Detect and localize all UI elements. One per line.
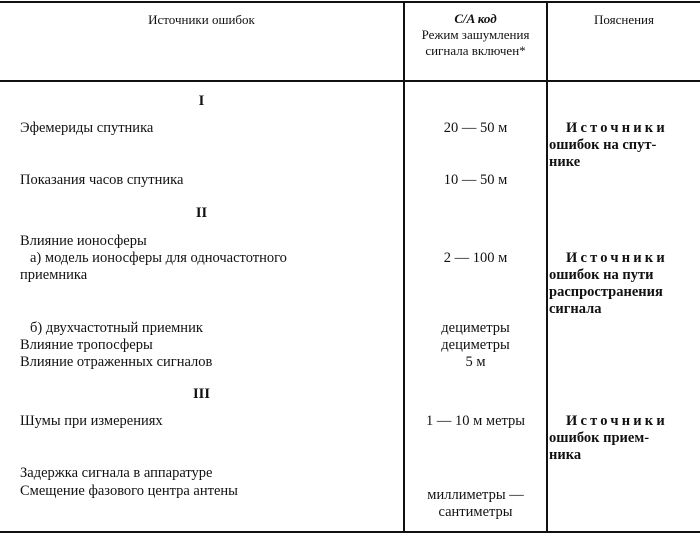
row-label-iono-model-1: а) модель ионосферы для одночастотного	[30, 250, 287, 266]
header-error-sources: Источники ошибок	[148, 12, 255, 27]
note-1-line3: нике	[549, 154, 581, 170]
note-2-line3: распространения	[549, 284, 663, 300]
row-label-clock: Показания часов спутника	[20, 172, 184, 188]
header-signal-on: сигнала включен*	[425, 43, 526, 58]
section-label-3: III	[193, 386, 210, 402]
header-noise-mode: Режим зашумления	[421, 27, 530, 42]
header-bottom-rule	[0, 80, 700, 82]
section-label-2: II	[195, 205, 208, 221]
header-explanations: Пояснения	[593, 12, 654, 27]
header-ca-code: C/A код	[454, 11, 497, 26]
row-value-dual-freq: дециметры	[441, 320, 510, 336]
row-label-ionosphere: Влияние ионосферы	[20, 233, 147, 249]
row-label-iono-model-2: приемника	[20, 267, 88, 283]
section-label-1: I	[198, 93, 205, 109]
row-label-hw-delay: Задержка сигнала в аппаратуре	[20, 465, 213, 481]
note-3-heading: Источники	[566, 413, 668, 429]
row-value-phase-center-2: сантиметры	[438, 504, 513, 520]
row-value-phase-center-1: миллиметры —	[427, 487, 524, 503]
row-label-ephemeris: Эфемериды спутника	[20, 120, 154, 136]
column-divider-2	[546, 1, 548, 533]
row-value-multipath: 5 м	[465, 354, 486, 370]
note-2-line4: сигнала	[549, 301, 602, 317]
row-value-noise: 1 — 10 м метры	[425, 413, 526, 429]
row-value-iono-model: 2 — 100 м	[443, 250, 508, 266]
row-value-troposphere: дециметры	[441, 337, 510, 353]
row-label-phase-center: Смещение фазового центра антены	[20, 483, 238, 499]
note-3-line2: ошибок прием-	[549, 430, 650, 446]
note-3-line3: ника	[549, 447, 582, 463]
table-bottom-rule	[0, 531, 700, 533]
row-label-multipath: Влияние отраженных сигналов	[20, 354, 213, 370]
note-1-heading: Источники	[566, 120, 668, 136]
note-1-line2: ошибок на спут-	[549, 137, 657, 153]
column-divider-1	[403, 1, 405, 533]
row-value-clock: 10 — 50 м	[443, 172, 508, 188]
row-label-troposphere: Влияние тропосферы	[20, 337, 153, 353]
row-value-ephemeris: 20 — 50 м	[443, 120, 508, 136]
row-label-noise: Шумы при измерениях	[20, 413, 163, 429]
note-2-line2: ошибок на пути	[549, 267, 654, 283]
row-label-dual-freq: б) двухчастотный приемник	[30, 320, 203, 336]
table-top-rule	[0, 1, 700, 3]
note-2-heading: Источники	[566, 250, 668, 266]
